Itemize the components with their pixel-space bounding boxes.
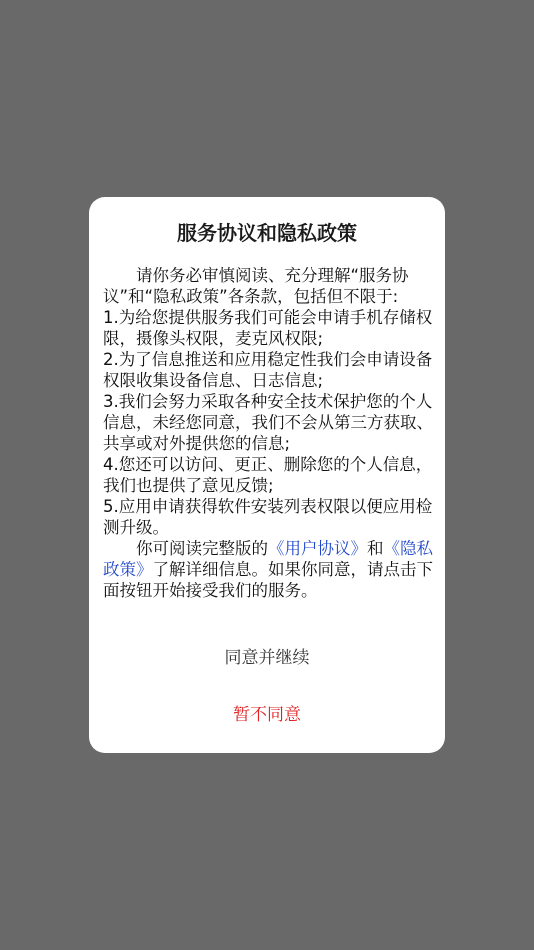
user-agreement-link[interactable]: 《用户协议》 bbox=[268, 539, 367, 558]
dialog-content bbox=[103, 265, 433, 601]
disagree-button[interactable]: 暂不同意 bbox=[233, 705, 301, 725]
list-item: 1.为给您提供服务我们可能会申请手机存储权限，摄像头权限，麦克风权限; bbox=[103, 308, 433, 348]
list-item: 5.应用申请获得软件安装列表权限以便应用检测升级。 bbox=[103, 497, 433, 537]
list-item: 3.我们会努力采取各种安全技术保护您的个人信息，未经您同意，我们不会从第三方获取、共享或对外提供您的信息; bbox=[103, 392, 433, 453]
intro-paragraph: 请你务必审慎阅读、充分理解“服务协议”和“隐私政策”各条款，包括但不限于: bbox=[103, 266, 409, 306]
privacy-agreement-dialog bbox=[89, 197, 445, 753]
list-item: 4.您还可以访问、更正、删除您的个人信息，我们也提供了意见反馈; bbox=[103, 455, 433, 495]
dialog-title: 服务协议和隐私政策 bbox=[177, 221, 357, 245]
closing-prefix: 你可阅读完整版的 bbox=[136, 539, 268, 558]
closing-suffix: 了解详细信息。如果你同意，请点击下面按钮开始接受我们的服务。 bbox=[103, 560, 433, 600]
closing-and: 和 bbox=[367, 539, 384, 558]
privacy-policy-link[interactable]: 《隐私政策》 bbox=[103, 539, 433, 579]
closing-paragraph bbox=[103, 538, 433, 601]
agree-continue-button[interactable]: 同意并继续 bbox=[224, 648, 310, 668]
list-item: 2.为了信息推送和应用稳定性我们会申请设备权限收集设备信息、日志信息; bbox=[103, 350, 433, 390]
